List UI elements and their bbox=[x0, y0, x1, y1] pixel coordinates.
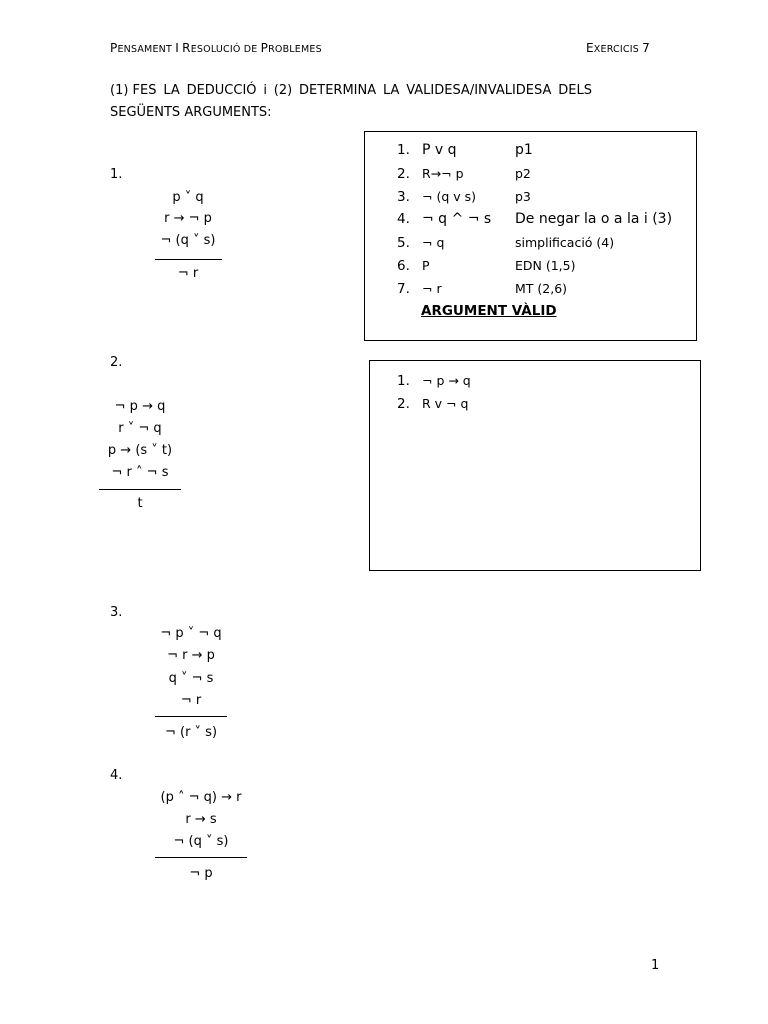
exercise-1-conclusion: ¬ r bbox=[177, 266, 199, 281]
exercise-1-premise-2: r → ¬ p bbox=[164, 211, 212, 226]
exercise-2-premise-4: ¬ r ˄ ¬ s bbox=[111, 465, 169, 480]
instruction-word: DELS bbox=[558, 83, 592, 98]
exercise-3-premise-4: ¬ r bbox=[180, 693, 202, 708]
exercise-4-premise-1: (p ˄ ¬ q) → r bbox=[160, 790, 242, 805]
exercise-3-conclusion: ¬ (r ˅ s) bbox=[164, 725, 218, 740]
exercise-4-conclusion-rule bbox=[155, 857, 247, 858]
page-number: 1 bbox=[651, 958, 660, 973]
instruction-word: (2) bbox=[273, 83, 293, 98]
exercise-2-number: 2. bbox=[110, 355, 123, 370]
exercise-3-premise-1: ¬ p ˅ ¬ q bbox=[160, 626, 222, 641]
exercise-4-conclusion: ¬ p bbox=[189, 866, 213, 881]
instruction-word: DETERMINA bbox=[299, 83, 377, 98]
solution-1-verdict: ARGUMENT VÀLID bbox=[421, 303, 557, 319]
running-header-exercise bbox=[586, 41, 650, 55]
exercise-2-premise-1: ¬ p → q bbox=[114, 399, 166, 414]
running-header-course bbox=[110, 41, 322, 55]
instruction-word: VALIDESA/INVALIDESA bbox=[406, 83, 552, 98]
instruction-word: (1) FES bbox=[110, 83, 157, 98]
exercise-2-conclusion-rule bbox=[99, 489, 181, 490]
exercise-2-conclusion: t bbox=[137, 496, 143, 511]
exercise-title: EXERCICIS 7 bbox=[586, 41, 650, 55]
exercise-4-premise-2: r → s bbox=[185, 812, 217, 827]
course-title: PENSAMENT I RESOLUCIÓ DE PROBLEMES bbox=[110, 41, 322, 55]
instruction-word: DEDUCCIÓ bbox=[186, 83, 257, 98]
instruction-word: LA bbox=[382, 83, 400, 98]
instruction-word: LA bbox=[163, 83, 180, 98]
exercise-2-premise-2: r ˅ ¬ q bbox=[118, 421, 162, 436]
solution-box-1: 1. P v q p1 2. R→¬ p p2 3. ¬ (q v s) p3 4. ¬ q ^ ¬ s De negar la o a la i (3) 5. ¬ q simplificació (4) 6. P EDN (1,5) 7. ¬ r MT (2,6) ARGUMENT VÀLID bbox=[364, 131, 697, 341]
exercise-3-conclusion-rule bbox=[155, 716, 227, 717]
exercise-1-conclusion-rule bbox=[155, 259, 222, 260]
instructions-line-1 bbox=[110, 80, 592, 102]
solution-box-2: 1. ¬ p → q 2. R v ¬ q bbox=[369, 360, 701, 571]
exercise-4-number: 4. bbox=[110, 768, 123, 783]
exercise-1-premise-1: p ˅ q bbox=[172, 190, 204, 205]
exercise-3-premise-2: ¬ r → p bbox=[167, 648, 215, 663]
exercise-2-premise-3: p → (s ˅ t) bbox=[107, 443, 173, 458]
instruction-word: i bbox=[263, 83, 267, 98]
exercise-3-premise-3: q ˅ ¬ s bbox=[168, 671, 214, 686]
instructions-line-2: SEGÜENTS ARGUMENTS: bbox=[110, 105, 272, 120]
exercise-1-number: 1. bbox=[110, 167, 123, 182]
exercise-1-premise-3: ¬ (q ˅ s) bbox=[160, 233, 216, 248]
instructions bbox=[110, 80, 592, 124]
exercise-3-number: 3. bbox=[110, 605, 123, 620]
exercise-4-premise-3: ¬ (q ˅ s) bbox=[173, 834, 229, 849]
